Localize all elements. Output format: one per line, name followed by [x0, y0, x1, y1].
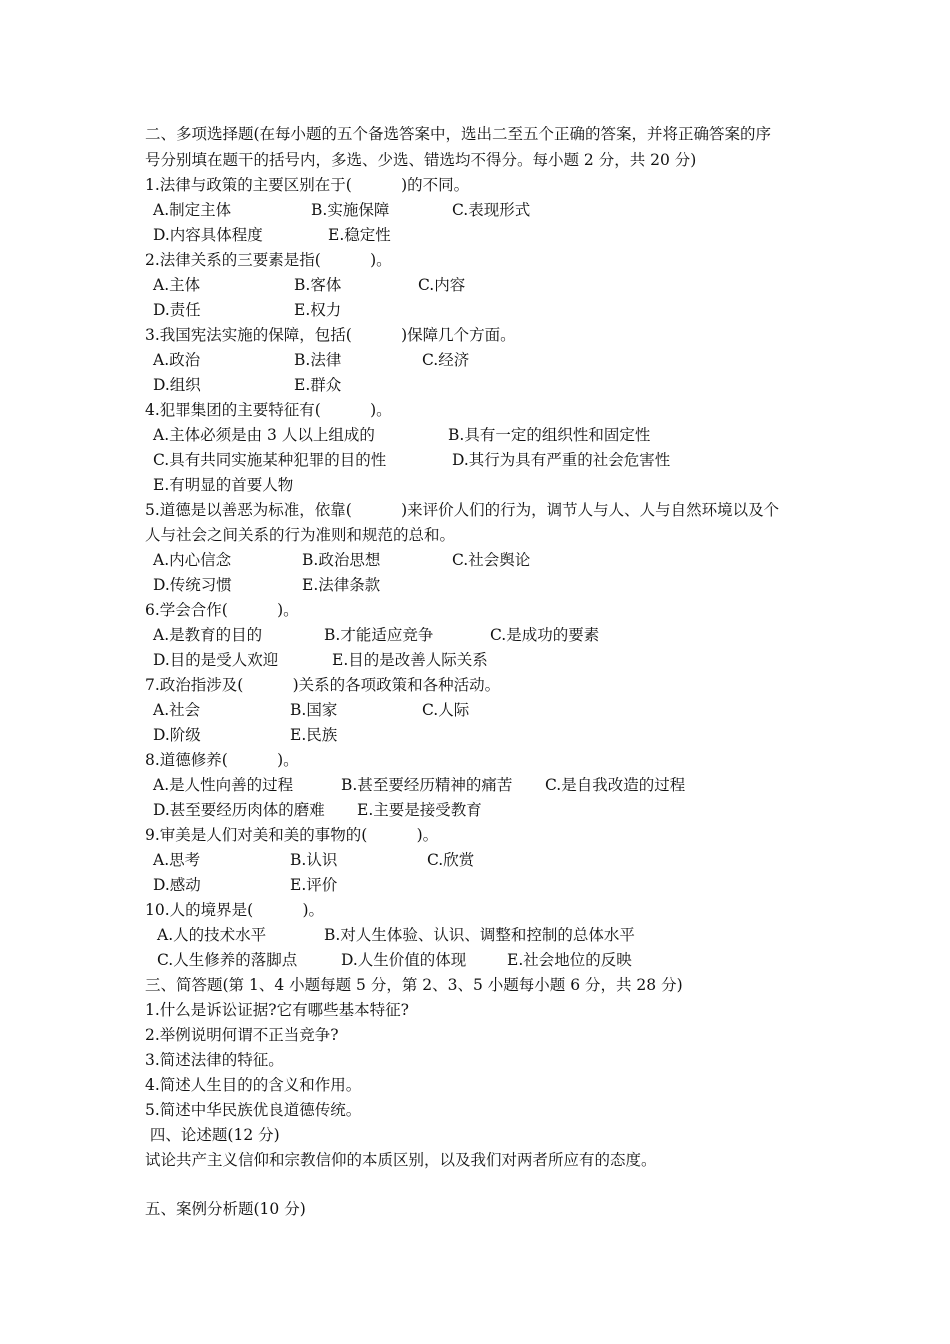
question-stem: 5.道德是以善恶为标准，依靠( )来评价人们的行为，调节人与人、人与自然环境以及个 [145, 501, 780, 519]
question-stem: 2.法律关系的三要素是指( )。 [145, 251, 392, 269]
option-e: E.有明显的首要人物 [153, 476, 294, 494]
option-c: C.内容 [418, 276, 466, 294]
option-c: C.是自我改造的过程 [545, 776, 686, 794]
option-e: E.法律条款 [302, 576, 381, 594]
option-d: D.传统习惯 [153, 576, 232, 594]
option-b: B.国家 [290, 701, 338, 719]
option-d: D.阶级 [153, 726, 201, 744]
question-stem-continued: 人与社会之间关系的行为准则和规范的总和。 [145, 526, 456, 544]
short-answer-item: 3.简述法律的特征。 [145, 1051, 284, 1069]
option-a: A.主体 [153, 276, 201, 294]
option-c: C.表现形式 [452, 201, 531, 219]
essay-question: 试论共产主义信仰和宗教信仰的本质区别，以及我们对两者所应有的态度。 [145, 1151, 657, 1169]
question-stem: 9.审美是人们对美和美的事物的( )。 [145, 826, 439, 844]
option-d: D.目的是受人欢迎 [153, 651, 279, 669]
option-b: B.甚至要经历精神的痛苦 [341, 776, 513, 794]
option-a: A.内心信念 [153, 551, 232, 569]
option-b: B.客体 [294, 276, 342, 294]
option-e: E.稳定性 [328, 226, 391, 244]
section5-heading: 五、案例分析题(10 分) [145, 1200, 306, 1218]
option-a: A.是人性向善的过程 [153, 776, 294, 794]
option-d: D.内容具体程度 [153, 226, 263, 244]
short-answer-item: 1.什么是诉讼证据?它有哪些基本特征? [145, 1001, 409, 1019]
option-e: E.社会地位的反映 [507, 951, 632, 969]
option-c: C.经济 [422, 351, 470, 369]
option-d: D.甚至要经历肉体的磨难 [153, 801, 325, 819]
section2-heading-line2: 号分别填在题干的括号内，多选、少选、错选均不得分。每小题 2 分，共 20 分) [145, 151, 697, 169]
question-stem: 3.我国宪法实施的保障，包括( )保障几个方面。 [145, 326, 516, 344]
option-a: A.人的技术水平 [157, 926, 267, 944]
short-answer-item: 5.简述中华民族优良道德传统。 [145, 1101, 362, 1119]
option-d: D.人生价值的体现 [341, 951, 467, 969]
option-e: E.群众 [294, 376, 342, 394]
option-d: D.组织 [153, 376, 201, 394]
section4-heading: 四、论述题(12 分) [145, 1126, 280, 1144]
question-stem: 4.犯罪集团的主要特征有( )。 [145, 401, 392, 419]
option-c: C.是成功的要素 [490, 626, 600, 644]
question-stem: 8.道德修养( )。 [145, 751, 299, 769]
option-e: E.权力 [294, 301, 342, 319]
question-stem: 6.学会合作( )。 [145, 601, 299, 619]
question-stem: 1.法律与政策的主要区别在于( )的不同。 [145, 176, 470, 194]
option-a: A.制定主体 [153, 201, 232, 219]
section3-heading: 三、简答题(第 1、4 小题每题 5 分，第 2、3、5 小题每小题 6 分，共 28 分) [145, 976, 683, 994]
option-b: B.才能适应竞争 [324, 626, 434, 644]
option-c: C.具有共同实施某种犯罪的目的性 [153, 451, 387, 469]
section2-heading-line1: 二、多项选择题(在每小题的五个备选答案中，选出二至五个正确的答案，并将正确答案的序 [145, 125, 772, 143]
option-c: C.人际 [422, 701, 470, 719]
option-d: D.责任 [153, 301, 201, 319]
option-c: C.人生修养的落脚点 [157, 951, 298, 969]
option-a: A.主体必须是由 3 人以上组成的 [153, 426, 375, 444]
option-d: D.其行为具有严重的社会危害性 [452, 451, 671, 469]
option-a: A.思考 [153, 851, 201, 869]
option-e: E.评价 [290, 876, 338, 894]
option-a: A.是教育的目的 [153, 626, 263, 644]
short-answer-item: 4.简述人生目的的含义和作用。 [145, 1076, 362, 1094]
option-a: A.政治 [153, 351, 201, 369]
option-d: D.感动 [153, 876, 201, 894]
option-c: C.欣赏 [427, 851, 475, 869]
option-b: B.对人生体验、认识、调整和控制的总体水平 [324, 926, 635, 944]
question-stem: 10.人的境界是( )。 [145, 901, 325, 919]
option-b: B.具有一定的组织性和固定性 [448, 426, 651, 444]
option-e: E.主要是接受教育 [357, 801, 482, 819]
short-answer-item: 2.举例说明何谓不正当竞争? [145, 1026, 339, 1044]
option-e: E.目的是改善人际关系 [332, 651, 488, 669]
option-a: A.社会 [153, 701, 201, 719]
option-b: B.法律 [294, 351, 342, 369]
option-e: E.民族 [290, 726, 338, 744]
option-b: B.政治思想 [302, 551, 381, 569]
option-b: B.认识 [290, 851, 338, 869]
question-stem: 7.政治指涉及( )关系的各项政策和各种活动。 [145, 676, 501, 694]
option-b: B.实施保障 [311, 201, 390, 219]
option-c: C.社会舆论 [452, 551, 531, 569]
